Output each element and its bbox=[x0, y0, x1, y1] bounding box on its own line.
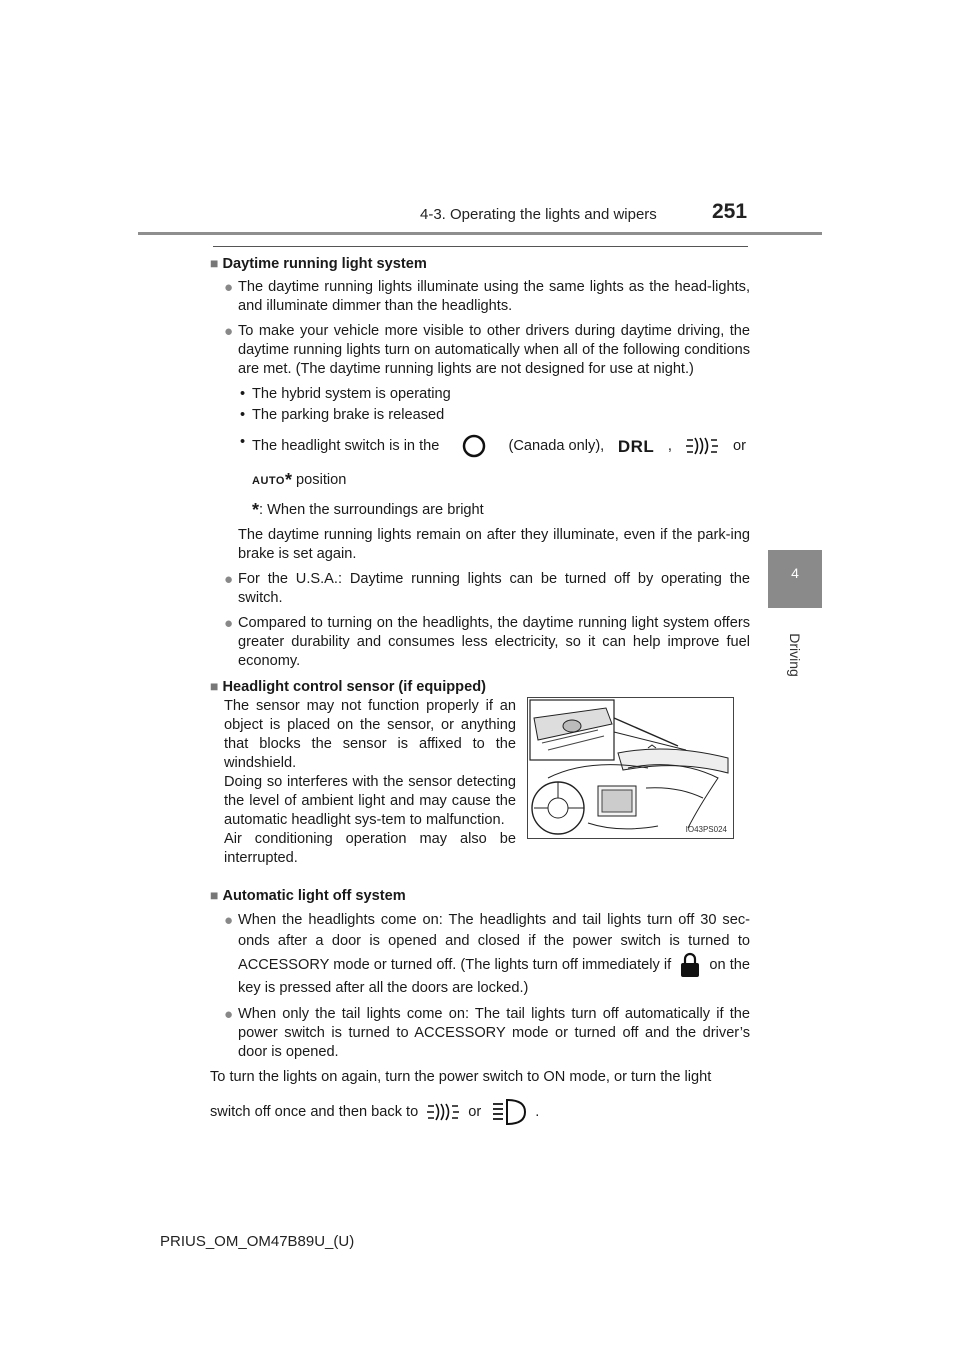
sensor-heading: ■ Headlight control sensor (if equipped) bbox=[210, 678, 486, 695]
auto-off-bullet-1: ● When the headlights come on: The headlights and tail lights turn off 30 sec-onds after a door is opened and closed if the power switch is turned to ACCESSORY mode or turned off. (The lights turn off immediately if on the key is pressed after all the doors are locked.) bbox=[224, 912, 750, 996]
condition-item: • The parking brake is released bbox=[240, 407, 445, 423]
chapter-number: 4 bbox=[791, 565, 799, 581]
drl-heading: ■ Daytime running light system bbox=[210, 255, 427, 272]
drl-bullet-1: ● The daytime running lights illuminate using the same lights as the head-lights, and illuminate dimmer than the headlights. bbox=[224, 279, 750, 314]
turn-on-note-1: To turn the lights on again, turn the power switch to ON mode, or turn the light bbox=[210, 1069, 712, 1085]
condition-auto: AUTO* position bbox=[252, 470, 347, 490]
lock-icon bbox=[679, 952, 701, 978]
document-code: PRIUS_OM_OM47B89U_(U) bbox=[160, 1233, 355, 1250]
condition-item: • The hybrid system is operating bbox=[240, 386, 451, 402]
auto-off-bullet-2: ● When only the tail lights come on: The tail lights turn off automatically if the power switch is turned to ACCESSORY mode or turned off and the driver’s door is opened. bbox=[224, 1006, 750, 1060]
chapter-label: Driving bbox=[787, 633, 803, 677]
high-beam-icon bbox=[491, 1097, 531, 1127]
section-rule bbox=[213, 246, 748, 247]
page-number: 251 bbox=[712, 200, 748, 223]
condition-switch: • The headlight switch is in the (Canada only), DRL , or bbox=[240, 433, 750, 459]
section-title: 4-3. Operating the lights and wipers bbox=[420, 206, 657, 223]
headlight-icon bbox=[685, 434, 719, 458]
auto-off-heading: ■ Automatic light off system bbox=[210, 887, 406, 904]
headlight-icon bbox=[426, 1100, 460, 1124]
chapter-label-container bbox=[762, 620, 828, 690]
drl-conditions bbox=[210, 385, 750, 520]
drl-bullet-3: ● For the U.S.A.: Daytime running lights can be turned off by operating the switch. bbox=[224, 571, 750, 606]
auto-symbol: AUTO bbox=[252, 475, 285, 487]
drl-remain-note: The daytime running lights remain on after they illuminate, even if the park-ing brake is set again. bbox=[238, 527, 750, 562]
drl-content bbox=[210, 254, 750, 701]
dashboard-illustration bbox=[528, 698, 733, 838]
figure-id: IO43PS024 bbox=[685, 825, 727, 834]
drl-bullet-4: ● Compared to turning on the headlights, the daytime running light system offers greater durability and consumes less electricity, so it can help improve fuel economy. bbox=[224, 615, 750, 669]
sensor-text: The sensor may not function properly if an object is placed on the sensor, or anything that blocks the sensor is affixed to the windshield. Doing so interferes with the sensor detecting the level of ambient light and may cause the automatic headlight sys-tem to malfunction. Air conditioning operation may also be interrupted. bbox=[224, 698, 516, 866]
auto-off-content bbox=[210, 886, 750, 1133]
header-rule bbox=[138, 232, 822, 235]
turn-on-note-2: switch off once and then back to or . bbox=[210, 1097, 750, 1127]
footnote: *: When the surroundings are bright bbox=[252, 500, 484, 520]
sensor-illustration bbox=[527, 697, 734, 839]
drl-symbol: DRL bbox=[617, 436, 655, 456]
off-position-icon bbox=[461, 433, 487, 459]
drl-bullet-2: ● To make your vehicle more visible to other drivers during daytime driving, the daytime running lights turn on automatically when all of the following conditions are met. (The daytime running lights are not designed for use at night.) bbox=[224, 323, 750, 377]
